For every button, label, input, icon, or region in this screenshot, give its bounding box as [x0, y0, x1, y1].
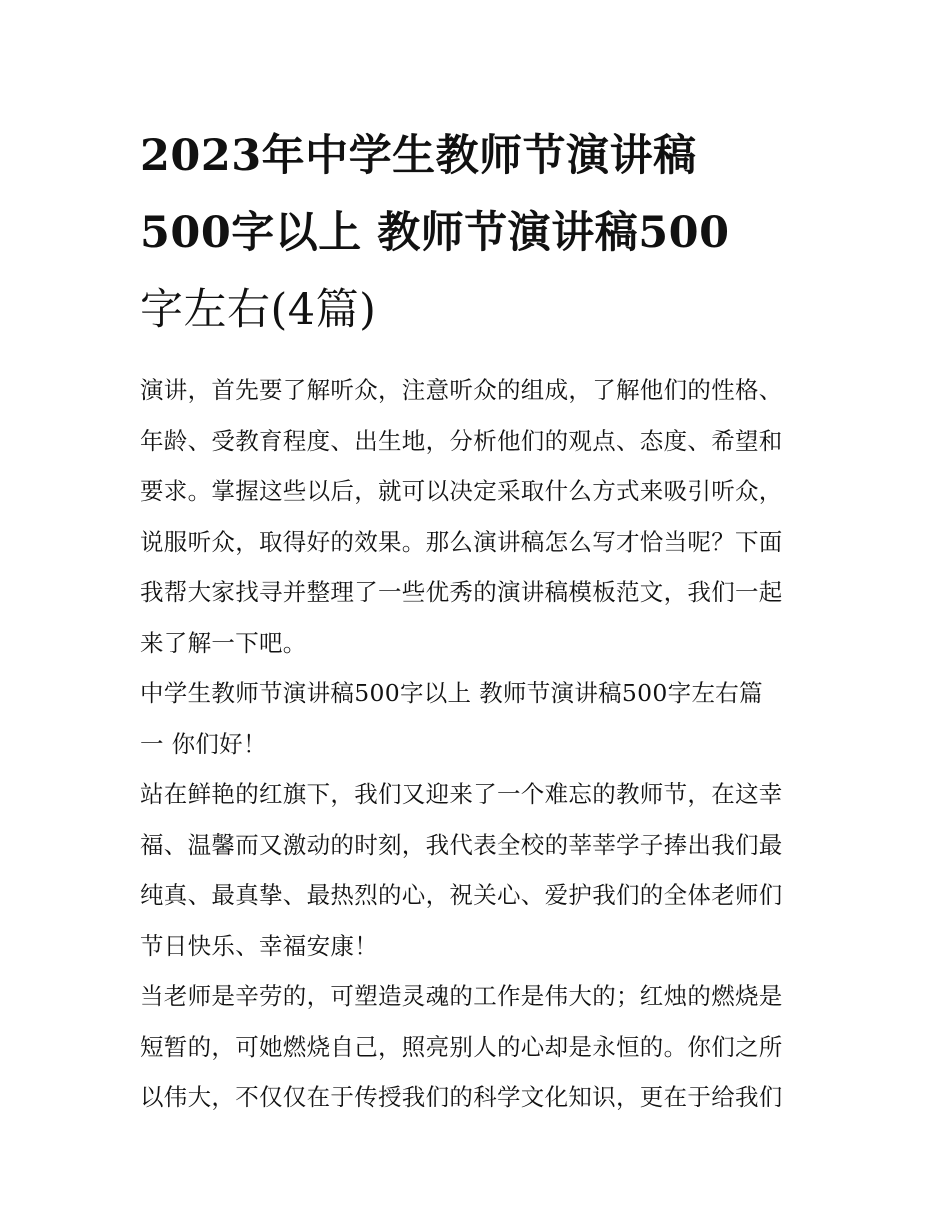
document-body	[140, 365, 820, 1123]
document-title	[140, 118, 820, 349]
text-line: 来了解一下吧。	[140, 628, 307, 657]
title-line: 2023年中学生教师节演讲稿	[140, 131, 697, 181]
text-line: 我帮大家找寻并整理了一些优秀的演讲稿模板范文，我们一起	[140, 578, 783, 606]
text-line: 年龄、受教育程度、出生地，分析他们的观点、态度、希望和	[140, 426, 783, 455]
title-line: 字左右(4篇)	[140, 285, 377, 335]
text-line: 节日快乐、幸福安康！	[140, 931, 378, 960]
text-line: 福、温馨而又激动的时刻，我代表全校的莘莘学子捧出我们最	[140, 830, 783, 859]
text-line: 一 你们好！	[140, 729, 267, 758]
text-line: 纯真、最真挚、最热烈的心，祝关心、爱护我们的全体老师们	[140, 881, 783, 909]
text-line: 以伟大，不仅仅在于传授我们的科学文化知识，更在于给我们	[140, 1083, 783, 1111]
text-line: 中学生教师节演讲稿500字以上 教师节演讲稿500字左右篇	[140, 679, 763, 707]
text-line: 说服听众，取得好的效果。那么演讲稿怎么写才恰当呢？下面	[140, 527, 783, 556]
document-content	[140, 118, 820, 1123]
text-line: 短暂的，可她燃烧自己，照亮别人的心却是永恒的。你们之所	[140, 1032, 783, 1061]
text-line: 要求。掌握这些以后，就可以决定采取什么方式来吸引听众，	[140, 477, 783, 505]
body-paragraph-1	[140, 769, 820, 971]
intro-paragraph	[140, 365, 820, 668]
text-line: 当老师是辛劳的，可塑造灵魂的工作是伟大的；红烛的燃烧是	[140, 982, 783, 1010]
text-line: 演讲，首先要了解听众，注意听众的组成，了解他们的性格、	[140, 376, 783, 404]
text-line: 站在鲜艳的红旗下，我们又迎来了一个难忘的教师节，在这幸	[140, 780, 783, 808]
title-line: 500字以上 教师节演讲稿500	[140, 208, 730, 258]
section-heading	[140, 668, 820, 769]
body-paragraph-2	[140, 971, 820, 1123]
